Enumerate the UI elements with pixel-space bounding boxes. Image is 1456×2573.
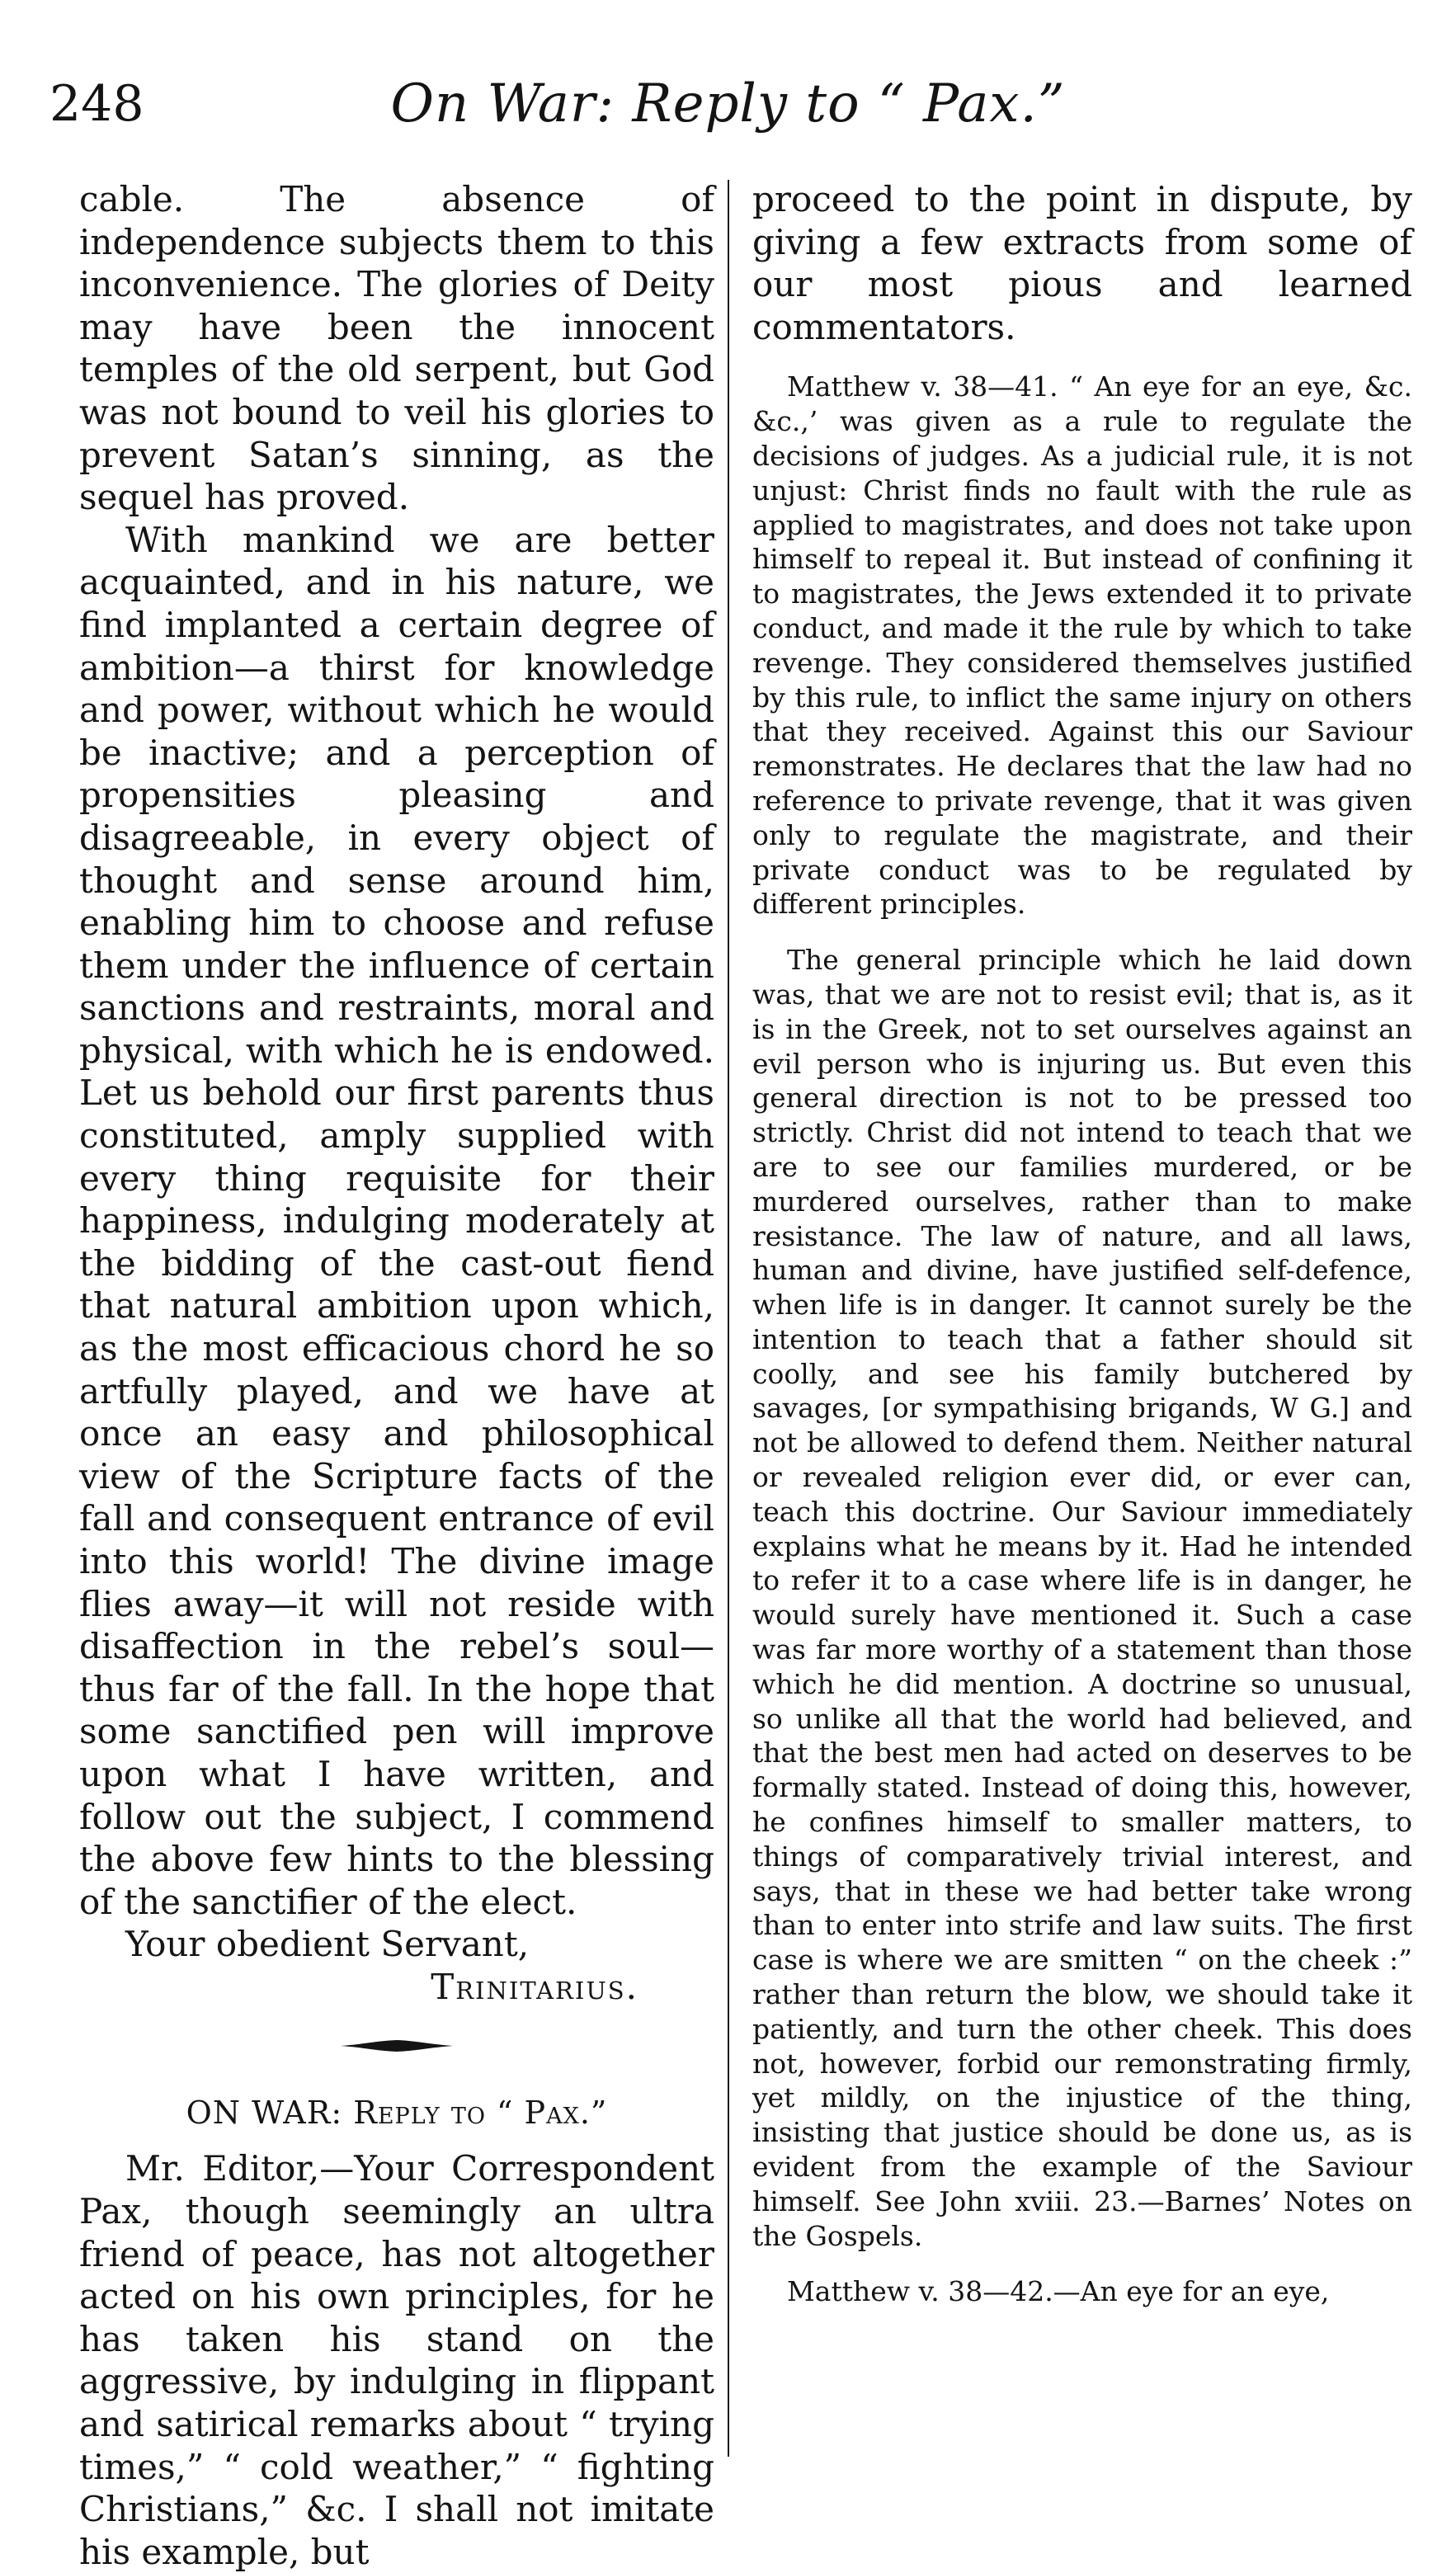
body-paragraph: With mankind we are better acquainted, and in his nature, we find implanted a certain degree of ambition—a thirst for knowledge and power, without which he would be inactive; and a perception of propensities pleasing and disagreeable, in every object of thought and sense around him, enabling him to choose and refuse them under the influence of certain sanctions and restraints, moral and physical, with which he is endowed. Let us behold our first parents thus constituted, amply supplied with every thing requisite for their happiness, indulging moderately at the bidding of the cast-out fiend that natural ambition upon which, as the most efficacious chord he so artfully played, and we have at once an easy and philosophical view of the Scripture facts of the fall and consequent entrance of evil into this world! The divine image flies away—it will not reside with disaffection in the rebel’s soul—thus far of the fall. In the hope that some sanctified pen will improve upon what I have written, and follow out the subject, I commend the above few hints to the blessing of the sanctifier of the elect.	[79, 519, 714, 1922]
article-title: ON WAR: Reply to “ Pax.”	[186, 2095, 608, 2132]
continued-paragraph: proceed to the point in dispute, by giving a few extracts from some of our most pious and learned commentators.	[752, 179, 1412, 347]
right-column	[752, 178, 1412, 2309]
closing-line: Your obedient Servant,	[125, 1924, 530, 1965]
section-ornament-icon	[339, 2037, 455, 2055]
commentary-extract: Matthew v. 38—41. “ An eye for an eye, &c. &c.,’ was given as a rule to regulate the decisions of judges. As a judicial rule, it is not unjust: Christ finds no fault with the rule as applied to magistrates, and does not take upon himself to repeal it. But instead of confining it to magistrates, the Jews extended it to private conduct, and made it the rule by which to take revenge. They considered themselves justified by this rule, to inflict the same injury on others that they received. Against this our Saviour remonstrates. He declares that the law had no reference to private revenge, that it was given only to regulate the magistrate, and their private conduct was to be regulated by different principles.	[752, 370, 1412, 921]
continued-paragraph: cable. The absence of independence subjects them to this inconvenience. The glories of Deity may have been the innocent temples of the old serpent, but God was not bound to veil his glories to prevent Satan’s sinning, as the sequel has proved.	[79, 179, 714, 518]
commentary-extract: The general principle which he laid down was, that we are not to resist evil; that is, as it is in the Greek, not to set ourselves against an evil person who is injuring us. But even this general direction is not to be pressed too strictly. Christ did not intend to teach that we are to see our families murdered, or be murdered ourselves, rather than to make resistance. The law of nature, and all laws, human and divine, have justified self-defence, when life is in danger. It cannot surely be the intention to teach that a father should sit coolly, and see his family butchered by savages, [or sympathising brigands, W G.] and not be allowed to defend them. Neither natural or revealed religion ever did, or ever can, teach this doctrine. Our Saviour immediately explains what he means by it. Had he intended to refer it to a case where life is in danger, he would surely have mentioned it. Such a case was far more worthy of a statement than those which he did mention. A doctrine so unusual, so unlike all that the world had believed, and that the best men had acted on deserves to be formally stated. Instead of doing this, however, he confines himself to smaller matters, to things of comparatively trivial interest, and says, that in these we had better take wrong than to enter into strife and law suits. The first case is where we are smitten “ on the cheek :” rather than return the blow, we should take it patiently, and turn the other cheek. This does not, however, forbid our remonstrating firmly, yet mildly, on the injustice of the thing, insisting that justice should be done us, as is evident from the example of the Saviour himself. See John xviii. 23.—Barnes’ Notes on the Gospels.	[752, 944, 1412, 2252]
page-number: 248	[49, 75, 144, 133]
commentary-extract: Matthew v. 38—42.—An eye for an eye,	[787, 2275, 1330, 2308]
column-divider	[728, 180, 729, 2457]
article-opening-paragraph: Mr. Editor,—Your Correspondent Pax, though seemingly an ultra friend of peace, has not altogether acted on his own principles, for he has taken his stand on the aggressive, by indulging in flippant and satirical remarks about “ trying times,” “ cold weather,” “ fighting Christians,” &c. I shall not imitate his example, but	[79, 2148, 714, 2572]
page-header	[49, 71, 1407, 153]
signature: Trinitarius.	[431, 1967, 638, 2008]
letter-closing	[79, 1923, 714, 2009]
running-head: On War: Reply to “ Pax.”	[390, 73, 1066, 134]
left-column	[79, 178, 714, 2573]
